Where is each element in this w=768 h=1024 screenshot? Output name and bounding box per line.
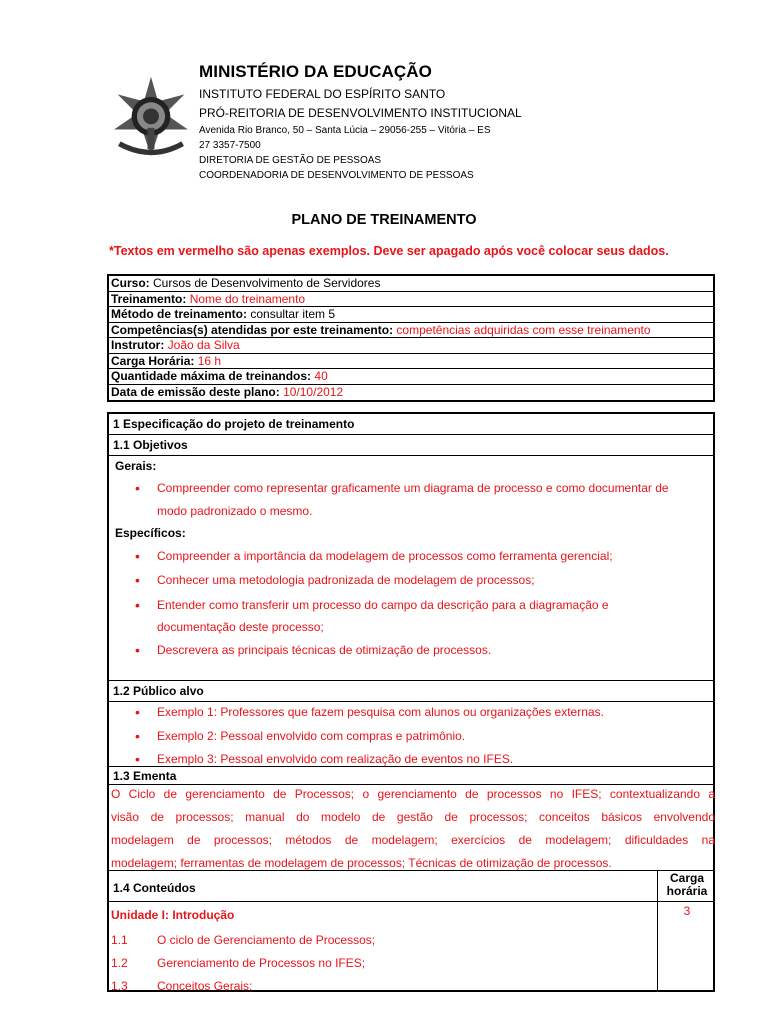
publico-item: • Exemplo 2: Pessoal envolvido com compras e patrimônio. [135,728,466,744]
page-title: PLANO DE TREINAMENTO [291,212,477,228]
ementa-line: modelagem; ferramentas de modelagem de processos; Técnicas de otimização de processos. [111,856,612,870]
publico-item: • Exemplo 1: Professores que fazem pesquisa com alunos ou organizações externas. [135,704,604,720]
ementa-line: O Ciclo de gerenciamento de Processos; o gerenciamento de processos no IFES; contextualizando a [111,787,715,801]
divider [109,901,713,902]
conteudo-item: O ciclo de Gerenciamento de Processos; [157,933,376,947]
especificos-item: • Descrevera as principais técnicas de otimização de processos. [135,642,492,658]
info-row-treinamento: Treinamento: Nome do treinamento [109,292,713,308]
carga-horaria-header: Carga horária [666,871,708,898]
column-divider [657,870,658,992]
document-header [107,57,522,181]
info-row-carga: Carga Horária: 16 h [109,354,713,370]
especificos-item-cont: documentação deste processo; [157,620,324,634]
section-1-1-header: 1.1 Objetivos [109,435,713,456]
ementa-line: visão de processos; manual do modelo de gestão de processos; conceitos básicos envolvendo [111,810,715,824]
section-1-2-header: 1.2 Público alvo [109,680,713,702]
conteudo-number: 1.2 [111,956,128,970]
conteudo-item: Gerenciamento de Processos no IFES; [157,956,366,970]
especificos-label: Específicos: [115,526,186,540]
info-row-metodo: Método de treinamento: consultar item 5 [109,307,713,323]
training-plan-table [107,412,715,992]
section-1-4-header: 1.4 Conteúdos [113,881,196,895]
especificos-item: • Compreender a importância da modelagem de processos como ferramenta gerencial; [135,548,613,564]
unidade-carga: 3 [683,904,691,918]
pro-rectory-name: PRÓ-REITORIA DE DESENVOLVIMENTO INSTITUCIONAL [199,106,522,120]
gerais-item-cont: modo padronizado o mesmo. [157,504,313,518]
phone: 27 3357-7500 [199,140,261,151]
info-row-quantidade: Quantidade máxima de treinandos: 40 [109,369,713,385]
gerais-label: Gerais: [115,459,157,473]
conteudo-number: 1.3 [111,979,128,993]
conteudo-item: Conceitos Gerais; [157,979,253,993]
directorate-name: DIRETORIA DE GESTÃO DE PESSOAS [199,155,382,166]
info-row-instrutor: Instrutor: João da Silva [109,338,713,354]
publico-item: • Exemplo 3: Pessoal envolvido com realização de eventos no IFES. [135,751,514,767]
info-row-competencias: Competências(s) atendidas por este treinamento: competências adquiridas com esse treinamento [109,323,713,339]
unidade-title: Unidade I: Introdução [111,908,235,922]
info-row-curso: Curso: Cursos de Desenvolvimento de Servidores [109,276,713,292]
address: Avenida Rio Branco, 50 – Santa Lúcia – 29056-255 – Vitória – ES [199,125,491,136]
especificos-item: • Conhecer uma metodologia padronizada de modelagem de processos; [135,572,535,588]
institute-name: INSTITUTO FEDERAL DO ESPÍRITO SANTO [199,87,446,101]
section-1-header: 1 Especificação do projeto de treinamento [109,414,713,435]
gerais-item: • Compreender como representar graficamente um diagrama de processo e como documentar de [135,480,669,496]
ementa-line: modelagem de processos; métodos de modelagem; exercícios de modelagem; dificuldades na [111,833,715,847]
conteudo-number: 1.1 [111,933,128,947]
especificos-item: • Entender como transferir um processo do campo da descrição para a diagramação e [135,597,609,613]
section-1-3-header: 1.3 Ementa [109,766,713,785]
brazil-coat-of-arms-icon [107,75,195,163]
coordination-name: COORDENADORIA DE DESENVOLVIMENTO DE PESSOAS [199,170,474,181]
training-info-table [107,274,715,402]
divider [109,870,713,871]
red-text-note: *Textos em vermelho são apenas exemplos. Deve ser apagado após você colocar seus dados. [109,244,669,258]
ministry-name: MINISTÉRIO DA EDUCAÇÃO [199,62,432,81]
info-row-data: Data de emissão deste plano: 10/10/2012 [111,384,344,399]
